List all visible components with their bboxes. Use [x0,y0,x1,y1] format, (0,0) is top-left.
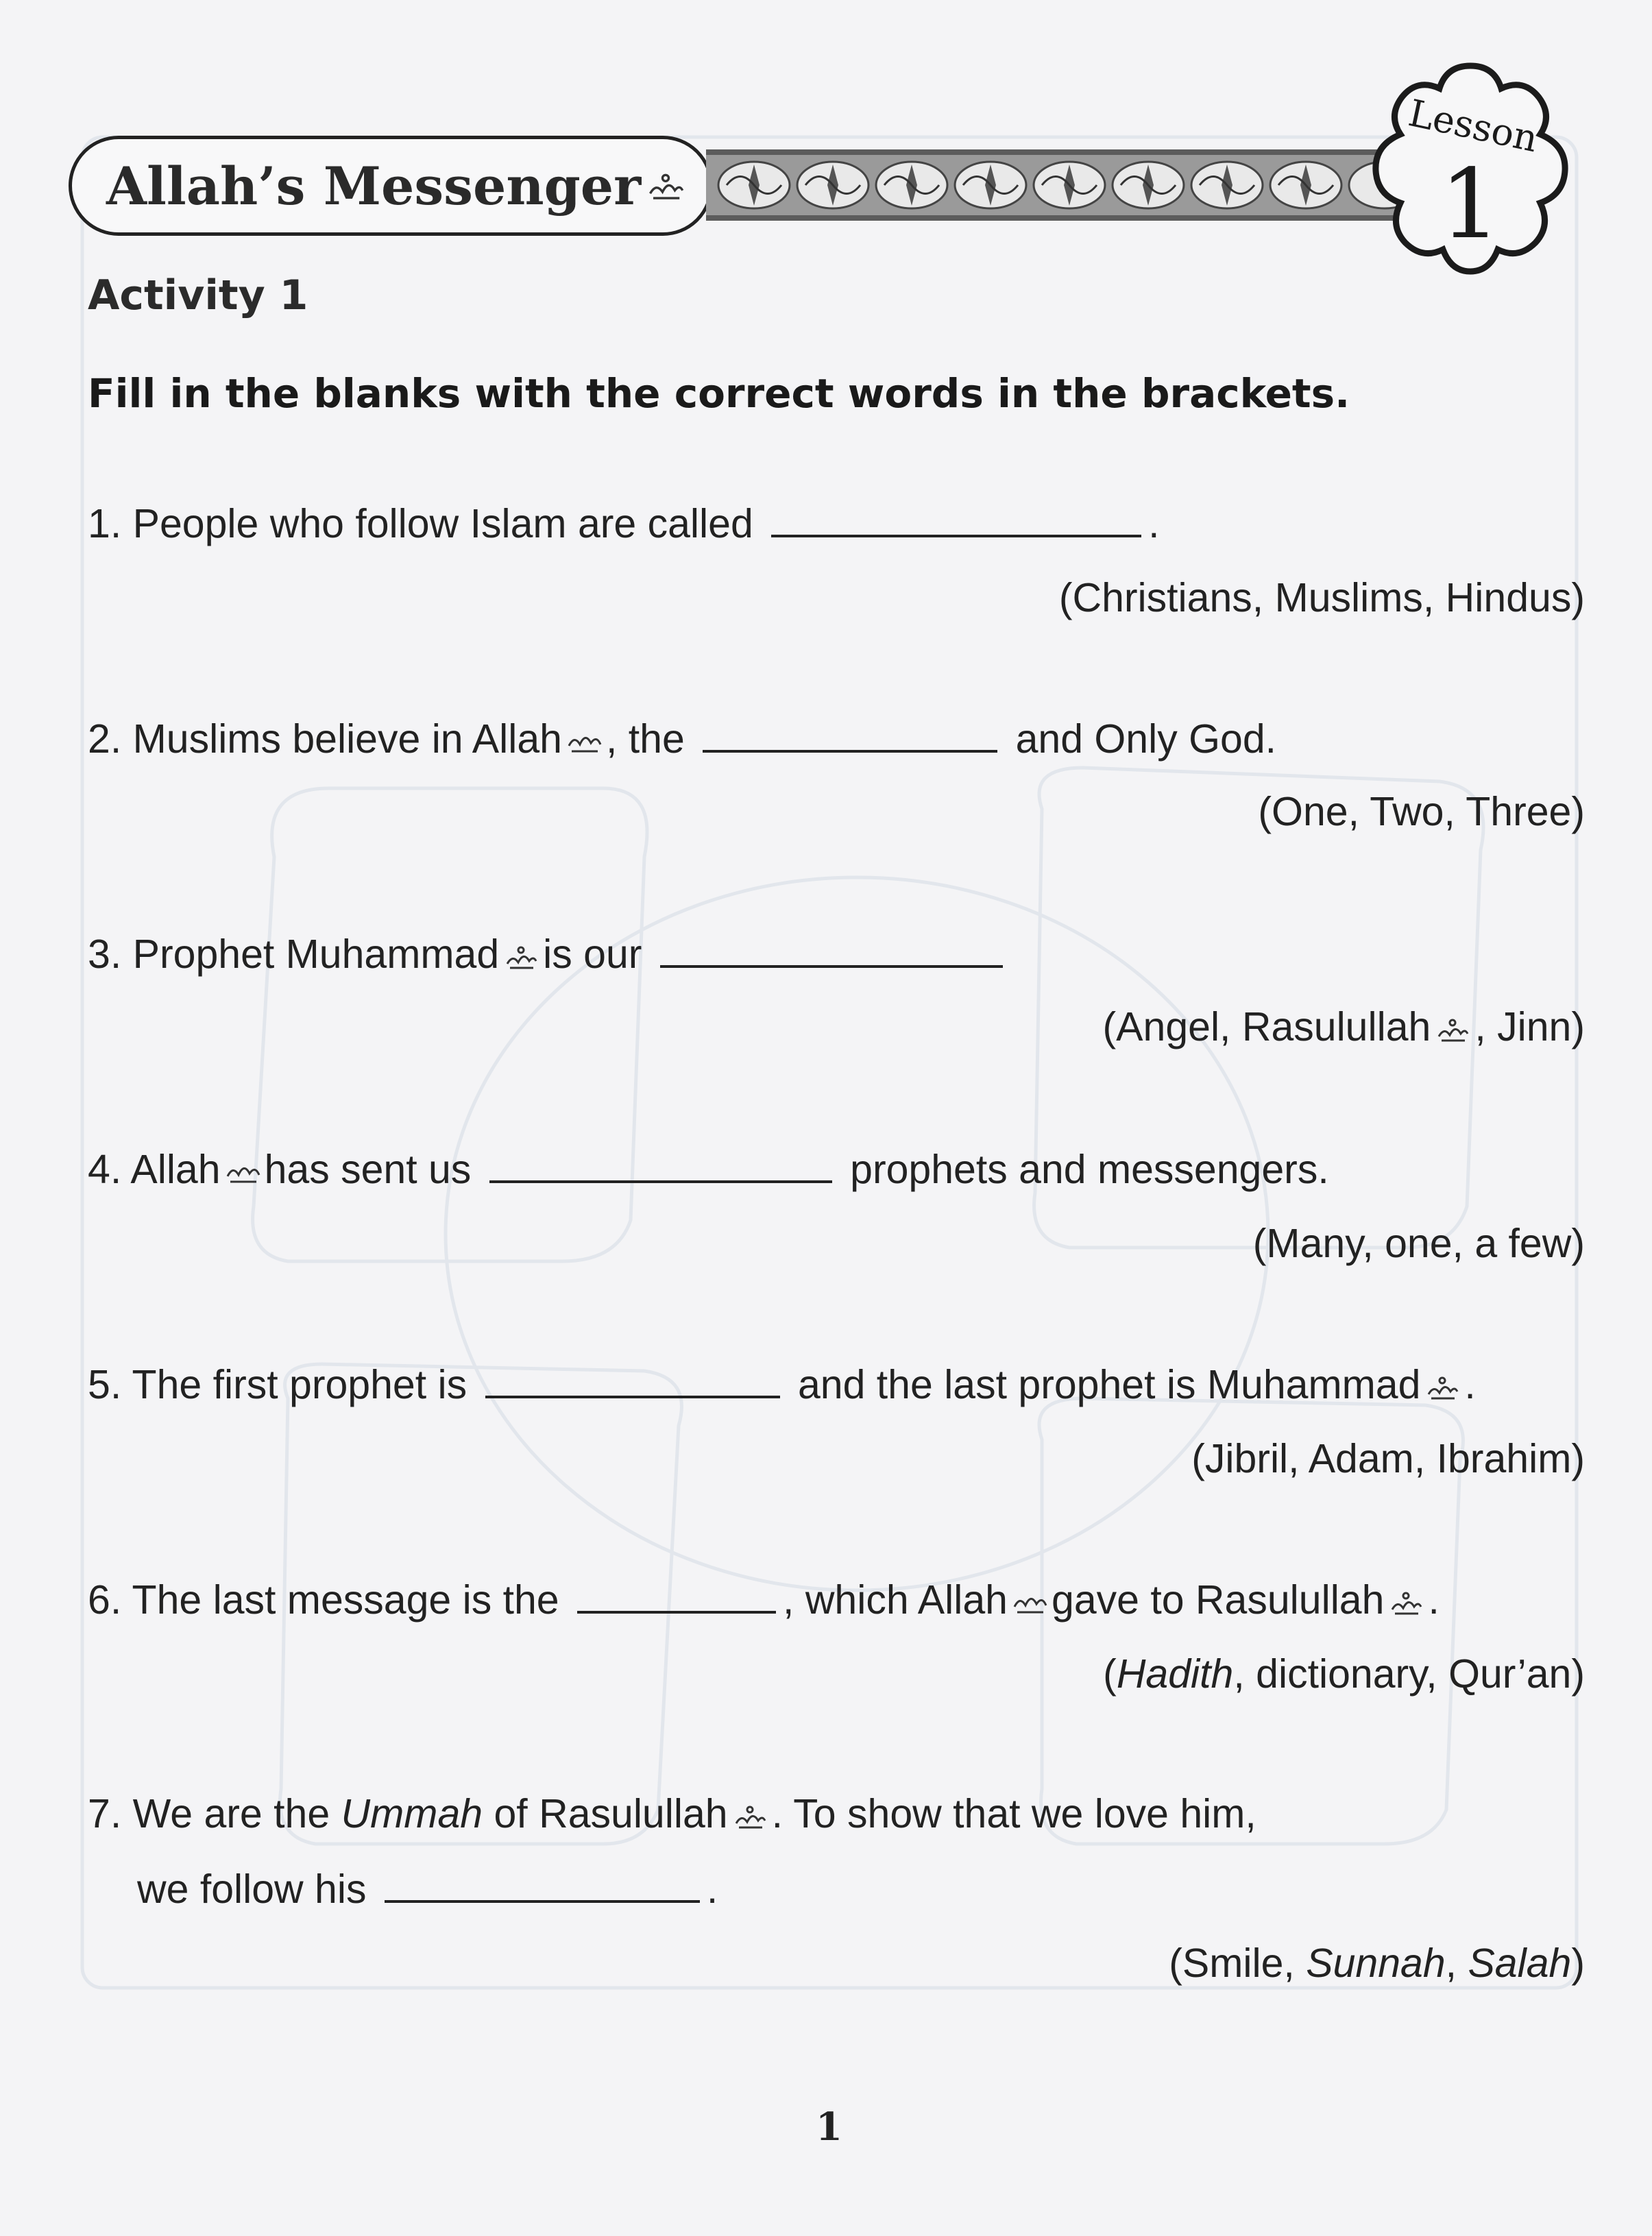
pbuh-calligraphy-icon [732,1800,768,1833]
question-4: 4. Allah has sent us prophets and messengers. [88,1145,1329,1193]
pbuh-calligraphy-icon [1424,1371,1460,1404]
pbuh-calligraphy-icon [645,167,686,204]
page-number: 1 [816,2104,842,2150]
lesson-badge-shape [1368,58,1573,277]
ornamental-border [706,137,1398,233]
options-5: (Jibril, Adam, Ibrahim) [1191,1436,1585,1481]
answer-blank-5[interactable] [485,1360,780,1398]
answer-blank-1[interactable] [771,499,1141,537]
swt-calligraphy-icon [225,1156,260,1189]
pbuh-calligraphy-icon [1388,1586,1424,1619]
question-7: 7. We are the Ummah of Rasulullah . To show that we love him, [88,1791,1256,1836]
question-number: 2. [88,716,122,762]
question-3: 3. Prophet Muhammad is our [88,929,1010,977]
question-number: 3. [88,932,122,977]
question-6: 6. The last message is the , which Allah gave to Rasulullah . [88,1575,1440,1623]
question-7-line-2: we follow his . [137,1864,718,1912]
swt-calligraphy-icon [566,725,602,758]
swt-calligraphy-icon [1012,1586,1047,1619]
activity-heading: Activity 1 [88,271,308,319]
question-5: 5. The first prophet is and the last prophet is Muhammad . [88,1360,1476,1408]
pbuh-calligraphy-icon [503,940,539,973]
answer-blank-2[interactable] [703,714,997,753]
pbuh-calligraphy-icon [1435,1013,1470,1046]
question-number: 5. [88,1362,122,1407]
options-6: (Hadith, dictionary, Qur’an) [1103,1651,1585,1697]
answer-blank-6[interactable] [577,1575,776,1614]
options-1: (Christians, Muslims, Hindus) [1058,575,1585,620]
options-3: (Angel, Rasulullah , Jinn) [1102,1004,1585,1049]
lesson-label: Lesson [1405,91,1542,161]
lesson-title: Allah’s Messenger [106,155,642,217]
question-number: 1. [88,501,122,546]
lesson-badge [1368,58,1573,277]
question-2: 2. Muslims believe in Allah , the and Only God. [88,714,1276,762]
answer-blank-4[interactable] [489,1145,832,1183]
options-7: (Smile, Sunnah, Salah) [1169,1941,1585,1986]
options-2: (One, Two, Three) [1258,789,1585,834]
question-number: 7. [88,1791,122,1836]
instructions: Fill in the blanks with the correct words in the brackets. [88,370,1350,417]
lesson-number: 1 [1440,149,1501,260]
question-1: 1. People who follow Islam are called . [88,499,1160,547]
lesson-title-box [69,136,713,236]
question-number: 6. [88,1577,122,1623]
answer-blank-7[interactable] [385,1864,700,1903]
question-number: 4. [88,1147,122,1192]
answer-blank-3[interactable] [660,929,1003,968]
options-4: (Many, one, a few) [1252,1221,1585,1266]
